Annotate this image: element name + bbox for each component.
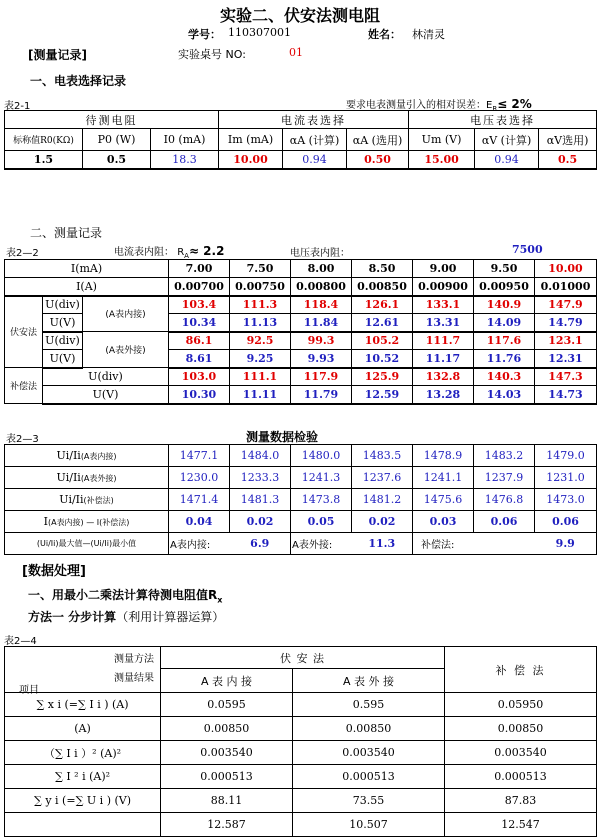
cell: 14.09 [474,314,535,332]
cell: 1230.0 [169,467,230,489]
table-2-2 [4,259,597,405]
uv-label: U(V) [43,386,169,404]
cell: 92.5 [230,332,291,350]
er-sub: R [492,105,498,113]
cell: 1473.0 [535,489,597,511]
table-2-4-label: 表2—4 [4,636,37,647]
cell: 0.000513 [161,765,293,789]
table-row [5,789,597,813]
page-title: 实验二、伏安法测电阻 [219,6,380,25]
range-comp-label: 补偿法: [413,533,535,555]
rv-value: 7500 [512,243,543,256]
cell: 0.01000 [535,278,597,296]
ra-symbol: R [177,247,185,258]
cell: 1479.0 [535,445,597,467]
header-result: 测量结果 [114,672,154,684]
cell: 1476.8 [474,489,535,511]
ratio-outer-label: Ui/Ii(A表外接) [5,467,169,489]
cell: 0.03 [413,511,474,533]
cell: 0.0595 [161,693,293,717]
cell: 86.1 [169,332,230,350]
range-label: (Ui/Ii)最大值—(Ui/Ii)最小值 [5,533,169,555]
cell: 0.000513 [445,765,597,789]
cell: 1483.2 [474,445,535,467]
cell: 1233.3 [230,467,291,489]
cell: 0.003540 [445,741,597,765]
row-inner-div [5,296,597,314]
row-current-diff [5,511,597,533]
cell: 1241.3 [291,467,352,489]
outer-label: (A表外接) [83,332,169,368]
cell: 0.06 [474,511,535,533]
cell: 11.79 [291,386,352,404]
cell: 123.1 [535,332,597,350]
ratio-inner-label: Ui/Ii(A表内接) [5,445,169,467]
cell: 11.76 [474,350,535,368]
cell: 1237.9 [474,467,535,489]
cell: 0.00950 [474,278,535,296]
cell: 126.1 [352,296,413,314]
cell: 125.9 [352,368,413,386]
cell: 147.3 [535,368,597,386]
row-label: ∑ x i (=∑ I i ) (A) [5,693,161,717]
cell: 0.02 [352,511,413,533]
data-processing-heading: [数据处理] [22,564,86,579]
cell: 12.61 [352,314,413,332]
row-ratio-comp [5,489,597,511]
cell: 103.4 [169,296,230,314]
value-um: 15.00 [409,151,475,169]
cell: 12.587 [161,813,293,837]
header-method: 测量方法 [114,654,154,665]
header-aa-calc: αA (计算) [283,129,347,151]
header-i0: I0 (mA) [151,129,219,151]
inner-label: (A表内接) [83,296,169,332]
group-voltmeter: 电压表选择 [409,111,597,129]
header-im: Im (mA) [219,129,283,151]
cell: 9.93 [291,350,352,368]
header-av-sel: αV选用) [539,129,597,151]
error-requirement-text: 要求电表测量引入的相对误差： [346,100,486,111]
value-aa-calc: 0.94 [283,151,347,169]
compensation-label: 补偿法 [5,368,43,404]
section-3-text: 一、用最小二乘法计算待测电阻值R [28,588,218,602]
table-row [5,765,597,789]
i-a-label: I(A) [5,278,169,296]
cell: 132.8 [413,368,474,386]
cell: 14.79 [535,314,597,332]
cell: 0.003540 [161,741,293,765]
row-range [5,533,597,555]
cell: 111.1 [230,368,291,386]
er-value: ≤ 2% [497,97,532,111]
method-title: 方法一 分步计算 [28,610,117,624]
cell: 8.00 [291,260,352,278]
row-label [5,813,161,837]
cell: 0.003540 [293,741,445,765]
cell: 1481.3 [230,489,291,511]
uv-label: U(V) [43,350,83,368]
voltammetry-label: 伏安法 [5,296,43,368]
section-2-heading: 二、测量记录 [30,226,103,240]
row-ratio-outer [5,467,597,489]
value-av-sel: 0.5 [539,151,597,169]
cell: 133.1 [413,296,474,314]
desk-number: 01 [289,46,303,59]
cell: 1483.5 [352,445,413,467]
cell: 12.547 [445,813,597,837]
cell: 1477.1 [169,445,230,467]
ra-label: 电流表内阻： [114,247,174,258]
row-ratio-inner [5,445,597,467]
ammeter-resistance [114,243,224,260]
cell: 10.00 [535,260,597,278]
header-inner: A 表 内 接 [161,669,293,693]
record-label: [测量记录] [28,48,87,62]
cell: 1241.1 [413,467,474,489]
cell: 111.7 [413,332,474,350]
cell: 0.000513 [293,765,445,789]
cell: 11.17 [413,350,474,368]
cell: 7.00 [169,260,230,278]
value-av-calc: 0.94 [475,151,539,169]
method-note: （利用计算器运算） [116,610,225,624]
cell: 14.03 [474,386,535,404]
er-symbol: E [486,100,493,111]
udiv-label: U(div) [43,332,83,350]
cell: 13.31 [413,314,474,332]
cell: 1484.0 [230,445,291,467]
cell: 8.50 [352,260,413,278]
cell: 9.25 [230,350,291,368]
row-label: （∑ I i ）² (A)² [5,741,161,765]
cell: 0.00850 [293,717,445,741]
header-p0: P0 (W) [83,129,151,151]
range-outer-value: 11.3 [352,533,413,555]
header-nominal: 标称值R0(KΩ) [5,129,83,151]
cell: 7.50 [230,260,291,278]
cell: 117.9 [291,368,352,386]
cell: 8.61 [169,350,230,368]
cell: 12.59 [352,386,413,404]
cell: 105.2 [352,332,413,350]
header-outer: A 表 外 接 [293,669,445,693]
header-item: 项目 [19,684,39,696]
cell: 10.30 [169,386,230,404]
section-1-heading: 一、电表选择记录 [30,74,127,88]
row-label: ∑ y i (=∑ U i ) (V) [5,789,161,813]
range-inner-value: 6.9 [230,533,291,555]
cell: 1231.0 [535,467,597,489]
cell: 73.55 [293,789,445,813]
value-aa-sel: 0.50 [347,151,409,169]
uv-label: U(V) [43,314,83,332]
table-2-3-title: 测量数据检验 [246,430,319,444]
table-2-3-label: 表2—3 [6,434,39,445]
student-name-label: 姓名： [368,28,401,41]
cell: 0.00800 [291,278,352,296]
header-aa-sel: αA (选用) [347,129,409,151]
cell: 1481.2 [352,489,413,511]
cell: 0.05950 [445,693,597,717]
desk-label: 实验桌号 NO: [178,48,246,61]
header-result-cell [5,669,161,696]
section-3-sub: x [217,595,223,605]
group-resistor: 待测电阻 [5,111,219,129]
table-row [5,741,597,765]
range-comp-value: 9.9 [535,533,597,555]
cell: 14.73 [535,386,597,404]
range-outer-label: A表外接: [291,533,352,555]
ra-sub: A [184,252,189,260]
section-3-heading [28,586,222,604]
udiv-label: U(div) [43,368,169,386]
header-compensation: 补 偿 法 [445,647,597,693]
cell: 87.83 [445,789,597,813]
table-row [5,813,597,837]
cell: 111.3 [230,296,291,314]
cell: 10.507 [293,813,445,837]
row-i-ma [5,260,597,278]
table-2-4 [4,646,597,837]
cell: 11.11 [230,386,291,404]
table-row [5,693,597,717]
method-heading [28,608,224,625]
value-i0: 18.3 [151,151,219,169]
table-2-1-label: 表2-1 [4,101,31,112]
cell: 88.11 [161,789,293,813]
cell: 0.06 [535,511,597,533]
cell: 0.00850 [352,278,413,296]
cell: 118.4 [291,296,352,314]
cell: 0.00850 [445,717,597,741]
table-2-2-label: 表2—2 [6,248,39,259]
student-id: 110307001 [228,26,291,39]
cell: 0.04 [169,511,230,533]
table-2-3 [4,444,597,555]
cell: 0.02 [230,511,291,533]
value-nominal: 1.5 [5,151,83,169]
rv-label: 电压表内阻： [290,248,350,259]
cell: 1480.0 [291,445,352,467]
header-um: Um (V) [409,129,475,151]
cell: 1473.8 [291,489,352,511]
cell: 1471.4 [169,489,230,511]
header-method-cell [5,647,161,669]
row-label: ∑ I ² i (A)² [5,765,161,789]
cell: 10.34 [169,314,230,332]
student-id-label: 学号： [188,28,221,41]
table-row [5,717,597,741]
cell: 0.00750 [230,278,291,296]
i-ma-label: I(mA) [5,260,169,278]
cell: 11.13 [230,314,291,332]
cell: 103.0 [169,368,230,386]
cell: 12.31 [535,350,597,368]
cell: 9.00 [413,260,474,278]
cell: 0.00850 [161,717,293,741]
range-inner-label: A表内接: [169,533,230,555]
cell: 13.28 [413,386,474,404]
cell: 1478.9 [413,445,474,467]
header-av-calc: αV (计算) [475,129,539,151]
cell: 0.00700 [169,278,230,296]
cell: 0.00900 [413,278,474,296]
group-ammeter: 电流表选择 [219,111,409,129]
student-name: 林清灵 [412,28,445,41]
ratio-comp-label: Ui/Ii(补偿法) [5,489,169,511]
value-p0: 0.5 [83,151,151,169]
value-im: 10.00 [219,151,283,169]
row-outer-div [5,332,597,350]
cell: 1237.6 [352,467,413,489]
ra-value: ≈ 2.2 [188,244,225,258]
cell: 10.52 [352,350,413,368]
cell: 0.595 [293,693,445,717]
cell: 99.3 [291,332,352,350]
cell: 0.05 [291,511,352,533]
cell: 147.9 [535,296,597,314]
cell: 117.6 [474,332,535,350]
cell: 140.3 [474,368,535,386]
row-i-a [5,278,597,296]
row-label: (A) [5,717,161,741]
cell: 140.9 [474,296,535,314]
table-2-1 [4,110,597,170]
cell: 1475.6 [413,489,474,511]
cell: 11.84 [291,314,352,332]
row-comp-div [5,368,597,386]
cell: 9.50 [474,260,535,278]
header-voltammetry: 伏 安 法 [161,647,445,669]
udiv-label: U(div) [43,296,83,314]
current-diff-label: I(A表内接) — I(补偿法) [5,511,169,533]
row-comp-v [5,386,597,404]
